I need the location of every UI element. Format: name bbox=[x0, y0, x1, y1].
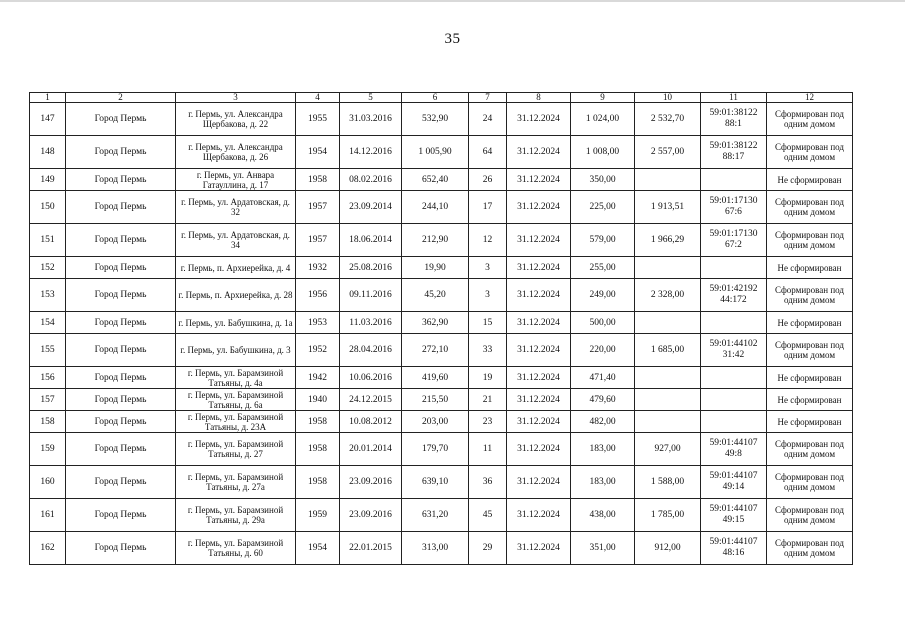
year-cell: 1958 bbox=[296, 466, 340, 499]
table-row bbox=[30, 257, 853, 279]
cost-cell: 1 024,00 bbox=[571, 103, 635, 136]
deadline-cell: 31.12.2024 bbox=[507, 224, 571, 257]
cadastral-number-cell: 59:01:44107 49:14 bbox=[701, 466, 767, 499]
address-cell: г. Пермь, ул. Бабушкина, д. 3 bbox=[176, 334, 296, 367]
residents-cell: 23 bbox=[469, 411, 507, 433]
cadastral-number-cell bbox=[701, 411, 767, 433]
deadline-cell: 31.12.2024 bbox=[507, 191, 571, 224]
cadastral-number-cell: 59:01:44107 48:16 bbox=[701, 532, 767, 565]
date-cell: 10.08.2012 bbox=[340, 411, 402, 433]
cadastral-number-cell bbox=[701, 389, 767, 411]
deadline-cell: 31.12.2024 bbox=[507, 433, 571, 466]
cadastral-number-cell bbox=[701, 169, 767, 191]
city-cell: Город Пермь bbox=[66, 136, 176, 169]
cadastral-number-cell: 59:01:38122 88:1 bbox=[701, 103, 767, 136]
land-area-cell: 1 913,51 bbox=[635, 191, 701, 224]
row-number: 154 bbox=[30, 312, 66, 334]
city-cell: Город Пермь bbox=[66, 499, 176, 532]
status-cell: Сформирован под одним домом bbox=[767, 466, 853, 499]
deadline-cell: 31.12.2024 bbox=[507, 367, 571, 389]
column-header-4: 4 bbox=[296, 93, 340, 103]
area-cell: 203,00 bbox=[402, 411, 469, 433]
status-cell: Сформирован под одним домом bbox=[767, 279, 853, 312]
date-cell: 11.03.2016 bbox=[340, 312, 402, 334]
row-number: 152 bbox=[30, 257, 66, 279]
row-number: 159 bbox=[30, 433, 66, 466]
land-area-cell bbox=[635, 411, 701, 433]
column-header-9: 9 bbox=[571, 93, 635, 103]
date-cell: 23.09.2014 bbox=[340, 191, 402, 224]
deadline-cell: 31.12.2024 bbox=[507, 466, 571, 499]
header-row bbox=[30, 93, 853, 103]
land-area-cell: 1 685,00 bbox=[635, 334, 701, 367]
deadline-cell: 31.12.2024 bbox=[507, 136, 571, 169]
year-cell: 1956 bbox=[296, 279, 340, 312]
address-cell: г. Пермь, ул. Александра Щербакова, д. 22 bbox=[176, 103, 296, 136]
status-cell: Сформирован под одним домом bbox=[767, 136, 853, 169]
column-header-10: 10 bbox=[635, 93, 701, 103]
row-number: 153 bbox=[30, 279, 66, 312]
cost-cell: 479,60 bbox=[571, 389, 635, 411]
area-cell: 362,90 bbox=[402, 312, 469, 334]
city-cell: Город Пермь bbox=[66, 169, 176, 191]
residents-cell: 45 bbox=[469, 499, 507, 532]
address-cell: г. Пермь, ул. Бабушкина, д. 1а bbox=[176, 312, 296, 334]
land-area-cell: 2 557,00 bbox=[635, 136, 701, 169]
row-number: 147 bbox=[30, 103, 66, 136]
deadline-cell: 31.12.2024 bbox=[507, 334, 571, 367]
table-row bbox=[30, 389, 853, 411]
column-header-12: 12 bbox=[767, 93, 853, 103]
cost-cell: 183,00 bbox=[571, 466, 635, 499]
cadastral-number-cell bbox=[701, 367, 767, 389]
housing-registry-table bbox=[29, 92, 853, 565]
row-number: 161 bbox=[30, 499, 66, 532]
column-header-11: 11 bbox=[701, 93, 767, 103]
year-cell: 1954 bbox=[296, 136, 340, 169]
table-row bbox=[30, 532, 853, 565]
cadastral-number-cell: 59:01:17130 67:6 bbox=[701, 191, 767, 224]
deadline-cell: 31.12.2024 bbox=[507, 411, 571, 433]
year-cell: 1957 bbox=[296, 224, 340, 257]
row-number: 162 bbox=[30, 532, 66, 565]
date-cell: 31.03.2016 bbox=[340, 103, 402, 136]
residents-cell: 24 bbox=[469, 103, 507, 136]
area-cell: 19,90 bbox=[402, 257, 469, 279]
cost-cell: 482,00 bbox=[571, 411, 635, 433]
address-cell: г. Пермь, п. Архиерейка, д. 28 bbox=[176, 279, 296, 312]
area-cell: 215,50 bbox=[402, 389, 469, 411]
city-cell: Город Пермь bbox=[66, 466, 176, 499]
year-cell: 1955 bbox=[296, 103, 340, 136]
area-cell: 419,60 bbox=[402, 367, 469, 389]
city-cell: Город Пермь bbox=[66, 191, 176, 224]
land-area-cell bbox=[635, 312, 701, 334]
row-number: 155 bbox=[30, 334, 66, 367]
city-cell: Город Пермь bbox=[66, 279, 176, 312]
cadastral-number-cell: 59:01:44107 49:8 bbox=[701, 433, 767, 466]
cadastral-number-cell bbox=[701, 257, 767, 279]
residents-cell: 19 bbox=[469, 367, 507, 389]
area-cell: 272,10 bbox=[402, 334, 469, 367]
table-row bbox=[30, 224, 853, 257]
row-number: 149 bbox=[30, 169, 66, 191]
area-cell: 313,00 bbox=[402, 532, 469, 565]
address-cell: г. Пермь, ул. Барамзиной Татьяны, д. 27а bbox=[176, 466, 296, 499]
cost-cell: 225,00 bbox=[571, 191, 635, 224]
year-cell: 1952 bbox=[296, 334, 340, 367]
address-cell: г. Пермь, ул. Барамзиной Татьяны, д. 4а bbox=[176, 367, 296, 389]
cost-cell: 438,00 bbox=[571, 499, 635, 532]
residents-cell: 3 bbox=[469, 279, 507, 312]
cost-cell: 249,00 bbox=[571, 279, 635, 312]
table-row bbox=[30, 191, 853, 224]
deadline-cell: 31.12.2024 bbox=[507, 532, 571, 565]
cost-cell: 471,40 bbox=[571, 367, 635, 389]
row-number: 157 bbox=[30, 389, 66, 411]
top-rule bbox=[0, 0, 905, 2]
status-cell: Не сформирован bbox=[767, 257, 853, 279]
year-cell: 1940 bbox=[296, 389, 340, 411]
year-cell: 1958 bbox=[296, 169, 340, 191]
cadastral-number-cell bbox=[701, 312, 767, 334]
date-cell: 09.11.2016 bbox=[340, 279, 402, 312]
year-cell: 1957 bbox=[296, 191, 340, 224]
residents-cell: 11 bbox=[469, 433, 507, 466]
area-cell: 212,90 bbox=[402, 224, 469, 257]
address-cell: г. Пермь, ул. Ардатовская, д. 34 bbox=[176, 224, 296, 257]
cost-cell: 183,00 bbox=[571, 433, 635, 466]
land-area-cell: 927,00 bbox=[635, 433, 701, 466]
area-cell: 45,20 bbox=[402, 279, 469, 312]
status-cell: Сформирован под одним домом bbox=[767, 433, 853, 466]
page-number: 35 bbox=[444, 31, 461, 47]
area-cell: 179,70 bbox=[402, 433, 469, 466]
area-cell: 1 005,90 bbox=[402, 136, 469, 169]
address-cell: г. Пермь, ул. Барамзиной Татьяны, д. 27 bbox=[176, 433, 296, 466]
land-area-cell bbox=[635, 367, 701, 389]
residents-cell: 33 bbox=[469, 334, 507, 367]
date-cell: 23.09.2016 bbox=[340, 466, 402, 499]
row-number: 151 bbox=[30, 224, 66, 257]
table-row bbox=[30, 334, 853, 367]
column-header-6: 6 bbox=[402, 93, 469, 103]
status-cell: Сформирован под одним домом bbox=[767, 532, 853, 565]
status-cell: Сформирован под одним домом bbox=[767, 499, 853, 532]
row-number: 150 bbox=[30, 191, 66, 224]
deadline-cell: 31.12.2024 bbox=[507, 279, 571, 312]
table-row bbox=[30, 279, 853, 312]
cost-cell: 500,00 bbox=[571, 312, 635, 334]
city-cell: Город Пермь bbox=[66, 312, 176, 334]
table-row bbox=[30, 312, 853, 334]
cadastral-number-cell: 59:01:42192 44:172 bbox=[701, 279, 767, 312]
year-cell: 1958 bbox=[296, 433, 340, 466]
residents-cell: 64 bbox=[469, 136, 507, 169]
city-cell: Город Пермь bbox=[66, 411, 176, 433]
year-cell: 1959 bbox=[296, 499, 340, 532]
cadastral-number-cell: 59:01:44102 31:42 bbox=[701, 334, 767, 367]
area-cell: 532,90 bbox=[402, 103, 469, 136]
land-area-cell: 2 532,70 bbox=[635, 103, 701, 136]
land-area-cell: 2 328,00 bbox=[635, 279, 701, 312]
table-row bbox=[30, 466, 853, 499]
column-header-7: 7 bbox=[469, 93, 507, 103]
date-cell: 10.06.2016 bbox=[340, 367, 402, 389]
status-cell: Не сформирован bbox=[767, 389, 853, 411]
deadline-cell: 31.12.2024 bbox=[507, 257, 571, 279]
column-header-2: 2 bbox=[66, 93, 176, 103]
date-cell: 08.02.2016 bbox=[340, 169, 402, 191]
status-cell: Сформирован под одним домом bbox=[767, 191, 853, 224]
table-row bbox=[30, 136, 853, 169]
cadastral-number-cell: 59:01:38122 88:17 bbox=[701, 136, 767, 169]
status-cell: Не сформирован bbox=[767, 411, 853, 433]
deadline-cell: 31.12.2024 bbox=[507, 103, 571, 136]
date-cell: 25.08.2016 bbox=[340, 257, 402, 279]
year-cell: 1953 bbox=[296, 312, 340, 334]
area-cell: 652,40 bbox=[402, 169, 469, 191]
table-row bbox=[30, 433, 853, 466]
row-number: 160 bbox=[30, 466, 66, 499]
residents-cell: 36 bbox=[469, 466, 507, 499]
table-row bbox=[30, 411, 853, 433]
row-number: 156 bbox=[30, 367, 66, 389]
cost-cell: 350,00 bbox=[571, 169, 635, 191]
status-cell: Сформирован под одним домом bbox=[767, 224, 853, 257]
land-area-cell: 1 966,29 bbox=[635, 224, 701, 257]
cost-cell: 1 008,00 bbox=[571, 136, 635, 169]
row-number: 158 bbox=[30, 411, 66, 433]
address-cell: г. Пермь, ул. Барамзиной Татьяны, д. 29а bbox=[176, 499, 296, 532]
row-number: 148 bbox=[30, 136, 66, 169]
address-cell: г. Пермь, ул. Ардатовская, д. 32 bbox=[176, 191, 296, 224]
address-cell: г. Пермь, ул. Барамзиной Татьяны, д. 6а bbox=[176, 389, 296, 411]
land-area-cell: 912,00 bbox=[635, 532, 701, 565]
city-cell: Город Пермь bbox=[66, 224, 176, 257]
column-header-1: 1 bbox=[30, 93, 66, 103]
date-cell: 23.09.2016 bbox=[340, 499, 402, 532]
residents-cell: 15 bbox=[469, 312, 507, 334]
address-cell: г. Пермь, ул. Барамзиной Татьяны, д. 60 bbox=[176, 532, 296, 565]
deadline-cell: 31.12.2024 bbox=[507, 499, 571, 532]
status-cell: Сформирован под одним домом bbox=[767, 103, 853, 136]
land-area-cell bbox=[635, 389, 701, 411]
date-cell: 20.01.2014 bbox=[340, 433, 402, 466]
year-cell: 1954 bbox=[296, 532, 340, 565]
residents-cell: 17 bbox=[469, 191, 507, 224]
table-row bbox=[30, 103, 853, 136]
year-cell: 1932 bbox=[296, 257, 340, 279]
status-cell: Не сформирован bbox=[767, 169, 853, 191]
column-header-3: 3 bbox=[176, 93, 296, 103]
date-cell: 22.01.2015 bbox=[340, 532, 402, 565]
area-cell: 631,20 bbox=[402, 499, 469, 532]
date-cell: 18.06.2014 bbox=[340, 224, 402, 257]
city-cell: Город Пермь bbox=[66, 433, 176, 466]
cost-cell: 255,00 bbox=[571, 257, 635, 279]
table-row bbox=[30, 169, 853, 191]
table-row bbox=[30, 367, 853, 389]
residents-cell: 21 bbox=[469, 389, 507, 411]
table-body bbox=[30, 103, 853, 565]
deadline-cell: 31.12.2024 bbox=[507, 169, 571, 191]
residents-cell: 12 bbox=[469, 224, 507, 257]
city-cell: Город Пермь bbox=[66, 334, 176, 367]
table-row bbox=[30, 499, 853, 532]
city-cell: Город Пермь bbox=[66, 367, 176, 389]
area-cell: 244,10 bbox=[402, 191, 469, 224]
city-cell: Город Пермь bbox=[66, 532, 176, 565]
cost-cell: 579,00 bbox=[571, 224, 635, 257]
land-area-cell: 1 785,00 bbox=[635, 499, 701, 532]
date-cell: 24.12.2015 bbox=[340, 389, 402, 411]
cost-cell: 351,00 bbox=[571, 532, 635, 565]
address-cell: г. Пермь, ул. Анвара Гатауллина, д. 17 bbox=[176, 169, 296, 191]
city-cell: Город Пермь bbox=[66, 257, 176, 279]
city-cell: Город Пермь bbox=[66, 389, 176, 411]
address-cell: г. Пермь, ул. Александра Щербакова, д. 26 bbox=[176, 136, 296, 169]
area-cell: 639,10 bbox=[402, 466, 469, 499]
address-cell: г. Пермь, ул. Барамзиной Татьяны, д. 23А bbox=[176, 411, 296, 433]
deadline-cell: 31.12.2024 bbox=[507, 389, 571, 411]
residents-cell: 29 bbox=[469, 532, 507, 565]
year-cell: 1958 bbox=[296, 411, 340, 433]
city-cell: Город Пермь bbox=[66, 103, 176, 136]
residents-cell: 3 bbox=[469, 257, 507, 279]
status-cell: Не сформирован bbox=[767, 312, 853, 334]
year-cell: 1942 bbox=[296, 367, 340, 389]
residents-cell: 26 bbox=[469, 169, 507, 191]
cadastral-number-cell: 59:01:17130 67:2 bbox=[701, 224, 767, 257]
address-cell: г. Пермь, п. Архиерейка, д. 4 bbox=[176, 257, 296, 279]
cadastral-number-cell: 59:01:44107 49:15 bbox=[701, 499, 767, 532]
date-cell: 14.12.2016 bbox=[340, 136, 402, 169]
cost-cell: 220,00 bbox=[571, 334, 635, 367]
status-cell: Не сформирован bbox=[767, 367, 853, 389]
land-area-cell bbox=[635, 257, 701, 279]
column-header-8: 8 bbox=[507, 93, 571, 103]
deadline-cell: 31.12.2024 bbox=[507, 312, 571, 334]
land-area-cell bbox=[635, 169, 701, 191]
status-cell: Сформирован под одним домом bbox=[767, 334, 853, 367]
land-area-cell: 1 588,00 bbox=[635, 466, 701, 499]
date-cell: 28.04.2016 bbox=[340, 334, 402, 367]
column-header-5: 5 bbox=[340, 93, 402, 103]
